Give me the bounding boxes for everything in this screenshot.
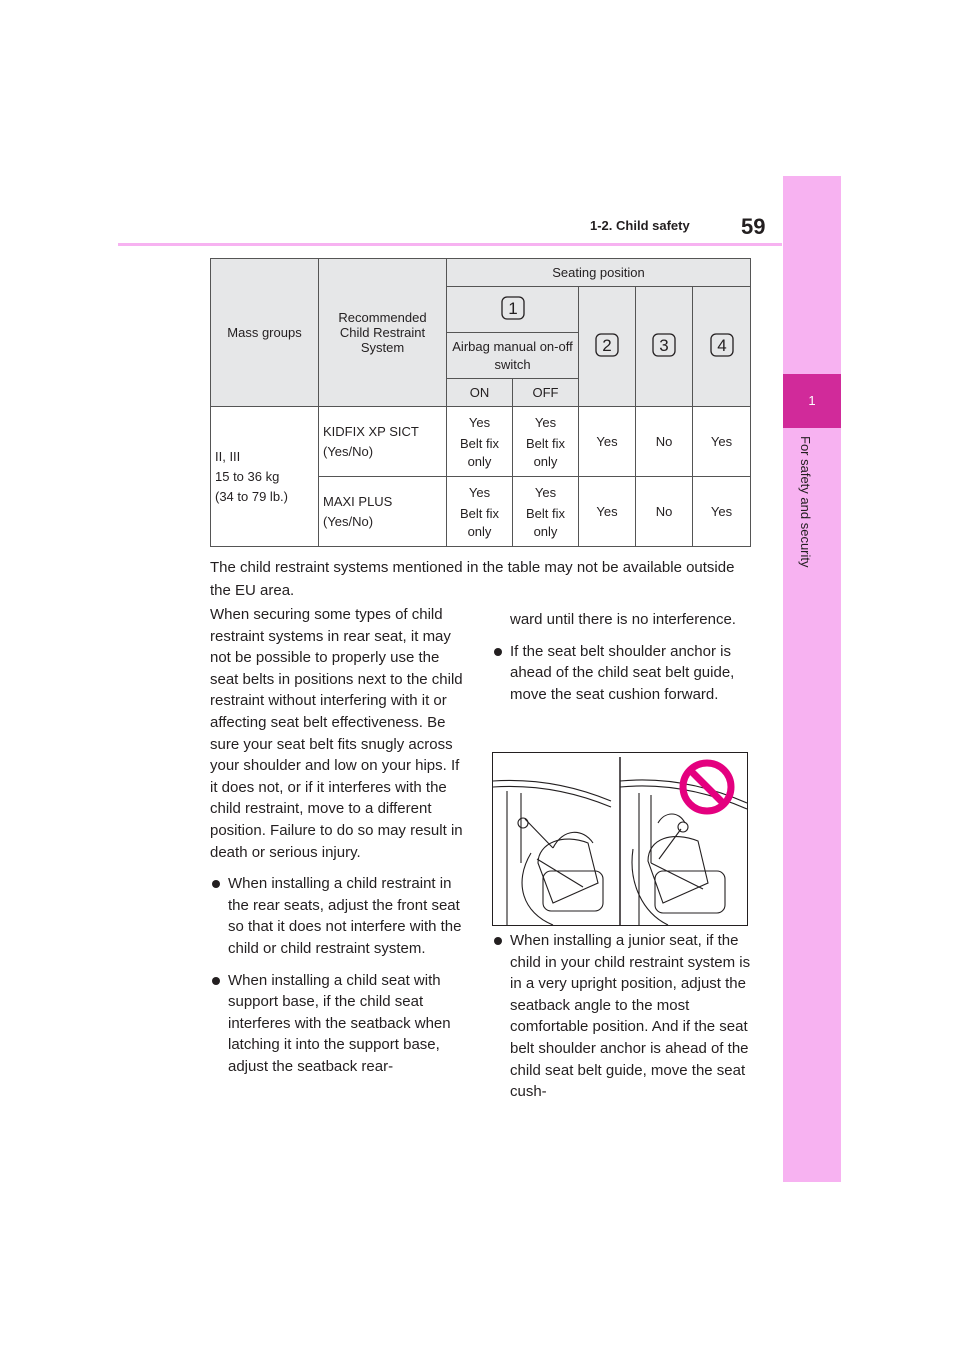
system-note: (Yes/No): [323, 513, 374, 529]
off-note: Belt fix only: [525, 435, 565, 469]
header-rule: [118, 243, 782, 246]
on-note: Belt fix only: [459, 505, 499, 539]
bullet-support-base: [210, 970, 465, 1078]
mass-group-cell: [211, 407, 319, 547]
on-value: Yes: [468, 484, 491, 500]
left-column: [210, 604, 465, 1077]
bullet-text: When installing a junior seat, if the child in your child restraint system is in a very upright position, adjust the seatback angle to the most comfortable position. And if the seat belt shoulder anchor is ahead of the child seat belt guide, move the seat cush-: [510, 932, 751, 1101]
bullet-dot-icon: [212, 880, 220, 888]
seat-2-value: Yes: [579, 477, 636, 547]
child-seat-illustration: [492, 752, 748, 926]
bullet-text: When installing a child seat with support base, if the child seat interferes with the seatback when latching it into the support base, adjust the seatback rear-: [228, 971, 451, 1075]
seat-number-2: [595, 333, 619, 357]
system-name: KIDFIX XP SICT: [323, 423, 419, 439]
bullet-front-seat: [210, 873, 465, 959]
svg-text:4: 4: [716, 336, 727, 355]
off-value: Yes: [534, 484, 557, 500]
airbag-switch-header: Airbag manual on-off switch: [447, 333, 579, 379]
bullet-junior-seat: [492, 930, 752, 1103]
mass-group-lb: (34 to 79 lb.): [215, 488, 288, 504]
chapter-number: 1: [783, 374, 841, 428]
seat-4-header: [693, 287, 751, 407]
svg-text:3: 3: [659, 336, 669, 355]
chapter-title: For safety and security: [798, 436, 813, 568]
bullet-text: When installing a child restraint in the rear seats, adjust the front seat so that it does not interfere with the child or child restraint system.: [228, 875, 462, 957]
off-cell: [513, 477, 579, 547]
section-title: 1-2. Child safety: [590, 218, 690, 233]
intro-paragraph: When securing some types of child restraint systems in rear seat, it may not be possible to properly use the seat belts in positions next to the child restraint without interfering with it or affecting seat belt effectiveness. Be sure your seat belt fits snugly across your shoulder and low on your hips. If it does not, or if it interferes with the child restraint, move to a different position. Failure to do so may result in death or serious injury.: [210, 606, 463, 861]
chapter-side-tab: [783, 176, 841, 1182]
bullet-dot-icon: [212, 977, 220, 985]
off-cell: [513, 407, 579, 477]
bullet-dot-icon: [494, 937, 502, 945]
airbag-off-header: OFF: [513, 379, 579, 407]
prohibition-icon: [683, 763, 731, 811]
seat-3-value: No: [636, 477, 693, 547]
seat-3-value: No: [636, 407, 693, 477]
system-note: (Yes/No): [323, 443, 374, 459]
bullet-text: If the seat belt shoulder anchor is ahead of the child seat belt guide, move the seat cushion forward.: [510, 642, 735, 703]
system-name: MAXI PLUS: [323, 493, 393, 509]
on-note: Belt fix only: [459, 435, 499, 469]
seat-number-4: [710, 333, 734, 357]
on-cell: [447, 407, 513, 477]
mass-groups-header: Mass groups: [211, 259, 319, 407]
mass-group-name: II, III: [215, 448, 241, 464]
right-column: [492, 609, 752, 705]
availability-note: The child restraint systems mentioned in the table may not be available outside the EU area.: [210, 559, 735, 599]
system-cell-maxi-plus: [319, 477, 447, 547]
svg-text:1: 1: [507, 299, 518, 318]
on-value: Yes: [468, 414, 491, 430]
seat-4-value: Yes: [693, 407, 751, 477]
continuation-text: ward until there is no interference.: [510, 611, 736, 628]
bullet-seat-cushion: [492, 641, 752, 706]
seat-number-1: [501, 296, 525, 320]
seat-2-value: Yes: [579, 407, 636, 477]
bullet-dot-icon: [494, 648, 502, 656]
seat-3-header: [636, 287, 693, 407]
right-column-lower: [492, 930, 752, 1103]
mass-group-kg: 15 to 36 kg: [215, 468, 280, 484]
seat-1-header: [447, 287, 579, 333]
seat-4-value: Yes: [693, 477, 751, 547]
off-value: Yes: [534, 414, 557, 430]
on-cell: [447, 477, 513, 547]
system-cell-kidfix: [319, 407, 447, 477]
child-restraint-table: [210, 258, 751, 547]
airbag-on-header: ON: [447, 379, 513, 407]
page-number: 59: [741, 214, 766, 239]
recommended-system-header: Recommended Child Restraint System: [319, 259, 447, 407]
seating-position-header: Seating position: [447, 259, 751, 287]
off-note: Belt fix only: [525, 505, 565, 539]
seat-number-3: [652, 333, 676, 357]
svg-text:2: 2: [602, 336, 612, 355]
seat-2-header: [579, 287, 636, 407]
